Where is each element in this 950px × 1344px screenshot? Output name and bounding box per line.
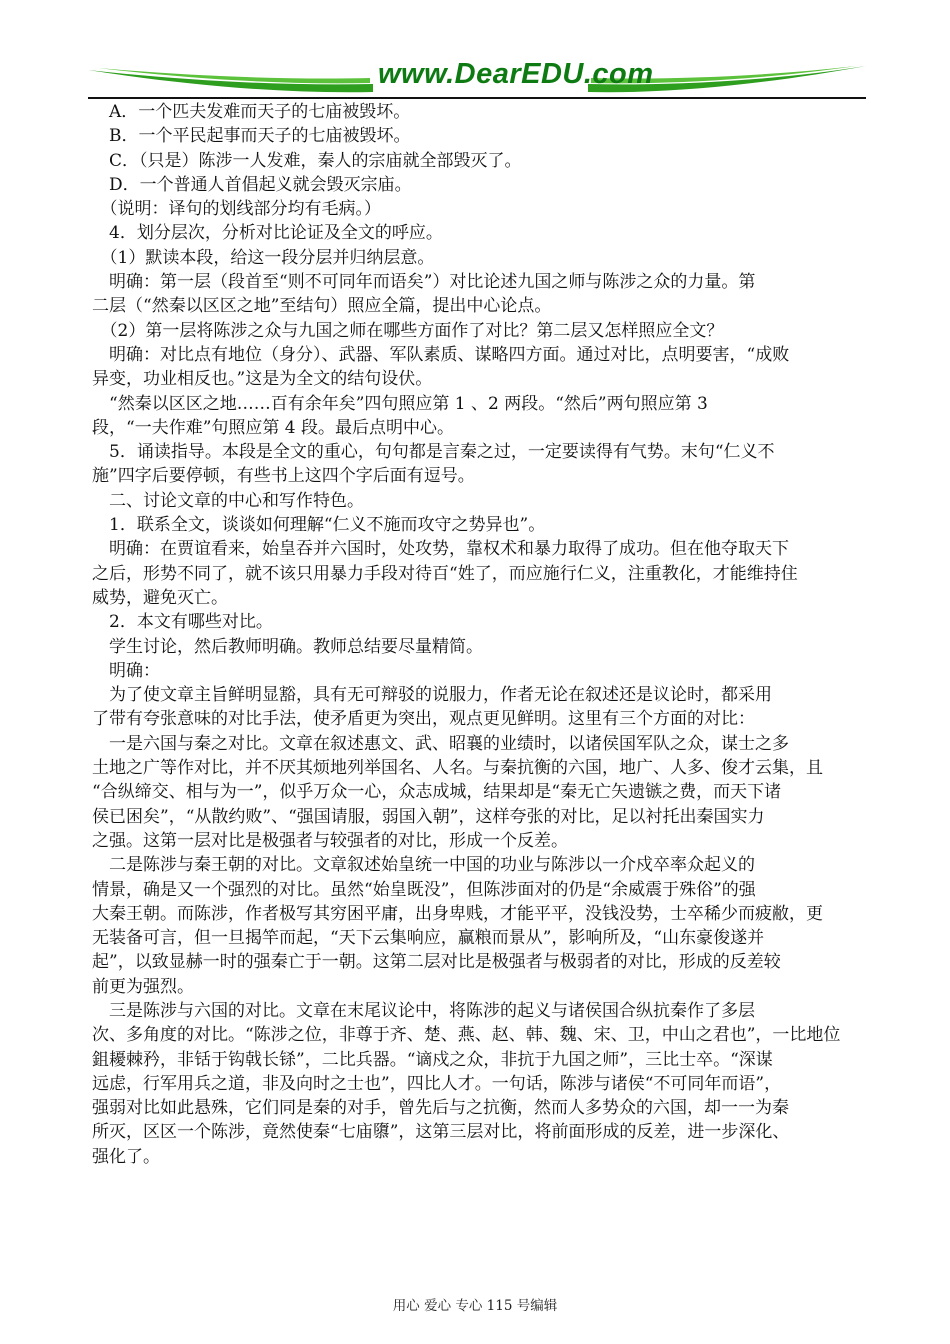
text-line: 之后，形势不同了，就不该只用暴力手段对待百“姓了，而应施行仁义，注重教化，才能维持住 [92, 563, 798, 584]
document-body [92, 100, 862, 1169]
text-line: 学生讨论，然后教师明确。教师总结要尽量精简。 [92, 636, 483, 657]
text-line: 明确： [92, 660, 160, 681]
text-line: 鉏耰棘矜，非铦于钩戟长铩”，二比兵器。“谪戍之众，非抗于九国之师”，三比士卒。“深谋 [92, 1049, 773, 1070]
text-line: 威势，避免灭亡。 [92, 587, 228, 608]
text-line: 远虑，行军用兵之道，非及向时之士也”，四比人才。一句话，陈涉与诸侯“不可同年而语”， [92, 1073, 782, 1094]
text-line: 大秦王朝。而陈涉，作者极写其穷困平庸，出身卑贱，才能平平，没钱没势，士卒稀少而疲敝，更 [92, 903, 823, 924]
text-line: 三是陈涉与六国的对比。文章在末尾议论中，将陈涉的起义与诸侯国合纵抗秦作了多层 [92, 1000, 755, 1021]
text-line: “然秦以区区之地……百有余年矣”四句照应第 1 、2 两段。“然后”两句照应第 3 [92, 393, 708, 414]
text-line: D．一个普通人首倡起义就会毁灭宗庙。 [92, 174, 412, 195]
text-line: C．（只是）陈涉一人发难，秦人的宗庙就全部毁灭了。 [92, 150, 522, 171]
text-line: 所灭，区区一个陈涉，竟然使秦“七庙隳”，这第三层对比，将前面形成的反差，进一步深化、 [92, 1122, 790, 1143]
text-line: （2）第一层将陈涉之众与九国之师在哪些方面作了对比？第二层又怎样照应全文？ [92, 320, 724, 341]
text-line: 土地之广等作对比，并不厌其烦地列举国名、人名。与秦抗衡的六国，地广、人多、俊才云集，且 [92, 758, 823, 779]
text-line: 2．本文有哪些对比。 [92, 612, 273, 633]
header-divider [88, 97, 866, 99]
text-line: 异变，功业相反也。”这是为全文的结句设伏。 [92, 369, 433, 390]
text-line: 强化了。 [92, 1146, 160, 1167]
text-line: 情景，确是又一个强烈的对比。虽然“始皇既没”，但陈涉面对的仍是“余威震于殊俗”的强 [92, 879, 756, 900]
text-line: 侯已困矣”，“从散约败”、“强国请服，弱国入朝”，这样夸张的对比，足以衬托出秦国实力 [92, 806, 765, 827]
text-line: 明确：对比点有地位（身分）、武器、军队素质、谋略四方面。通过对比，点明要害，“成败 [92, 344, 790, 365]
text-line: A．一个匹夫发难而天子的七庙被毁坏。 [92, 102, 411, 122]
page-footer: 用心 爱心 专心 115 号编辑 [392, 1298, 558, 1314]
text-line: B．一个平民起事而天子的七庙被毁坏。 [92, 126, 411, 147]
text-line: 5．诵读指导。本段是全文的重心，句句都是言秦之过，一定要读得有气势。末句“仁义不 [92, 442, 775, 463]
text-line: 一是六国与秦之对比。文章在叙述惠文、武、昭襄的业绩时，以诸侯国军队之众，谋士之多 [92, 733, 789, 754]
text-line: 明确：在贾谊看来，始皇吞并六国时，处攻势，靠权术和暴力取得了成功。但在他夺取天下 [92, 539, 789, 560]
text-line: 了带有夸张意味的对比手法，使矛盾更为突出，观点更见鲜明。这里有三个方面的对比： [92, 709, 755, 730]
text-line: 二是陈涉与秦王朝的对比。文章叙述始皇统一中国的功业与陈涉以一介戍卒率众起义的 [92, 855, 755, 876]
text-line: 之强。这第一层对比是极强者与较强者的对比，形成一个反差。 [92, 830, 568, 851]
text-line: 二层（“然秦以区区之地”至结句）照应全篇，提出中心论点。 [92, 296, 552, 317]
text-line: “合纵缔交、相与为一”，似乎万众一心，众志成城，结果却是“秦无亡矢遗镞之费，而天下诸 [92, 782, 782, 803]
text-line: 为了使文章主旨鲜明显豁，具有无可辩驳的说服力，作者无论在叙述还是议论时，都采用 [92, 685, 772, 706]
text-line: （1）默读本段，给这一段分层并归纳层意。 [92, 247, 435, 268]
text-line: 次、多角度的对比。“陈涉之位，非尊于齐、楚、燕、赵、韩、魏、宋、卫，中山之君也”，一比地位 [92, 1025, 841, 1046]
text-line: （说明：译句的划线部分均有毛病。） [92, 199, 381, 220]
text-line: 强弱对比如此悬殊，它们同是秦的对手，曾先后与之抗衡，然而人多势众的六国，却一一为秦 [92, 1098, 789, 1119]
text-line: 明确：第一层（段首至“则不可同年而语矣”）对比论述九国之师与陈涉之众的力量。第 [92, 272, 756, 293]
text-line: 1．联系全文，谈谈如何理解“仁义不施而攻守之势异也”。 [92, 515, 546, 536]
text-line: 4．划分层次，分析对比论证及全文的呼应。 [92, 223, 443, 244]
text-line: 段，“一夫作难”句照应第 4 段。最后点明中心。 [92, 417, 455, 438]
site-header [88, 56, 866, 100]
site-logo-text[interactable]: www.DearEDU.com [378, 58, 654, 90]
text-line: 起”，以致显赫一时的强秦亡于一朝。这第二层对比是极强者与极弱者的对比，形成的反差较 [92, 952, 781, 973]
text-line: 二、讨论文章的中心和写作特色。 [92, 490, 364, 511]
text-line: 无装备可言，但一旦揭竿而起，“天下云集响应，赢粮而景从”，影响所及，“山东豪俊遂并 [92, 928, 765, 949]
text-line: 施”四字后要停顿，有些书上这四个字后面有逗号。 [92, 466, 475, 487]
text-line: 前更为强烈。 [92, 976, 194, 997]
